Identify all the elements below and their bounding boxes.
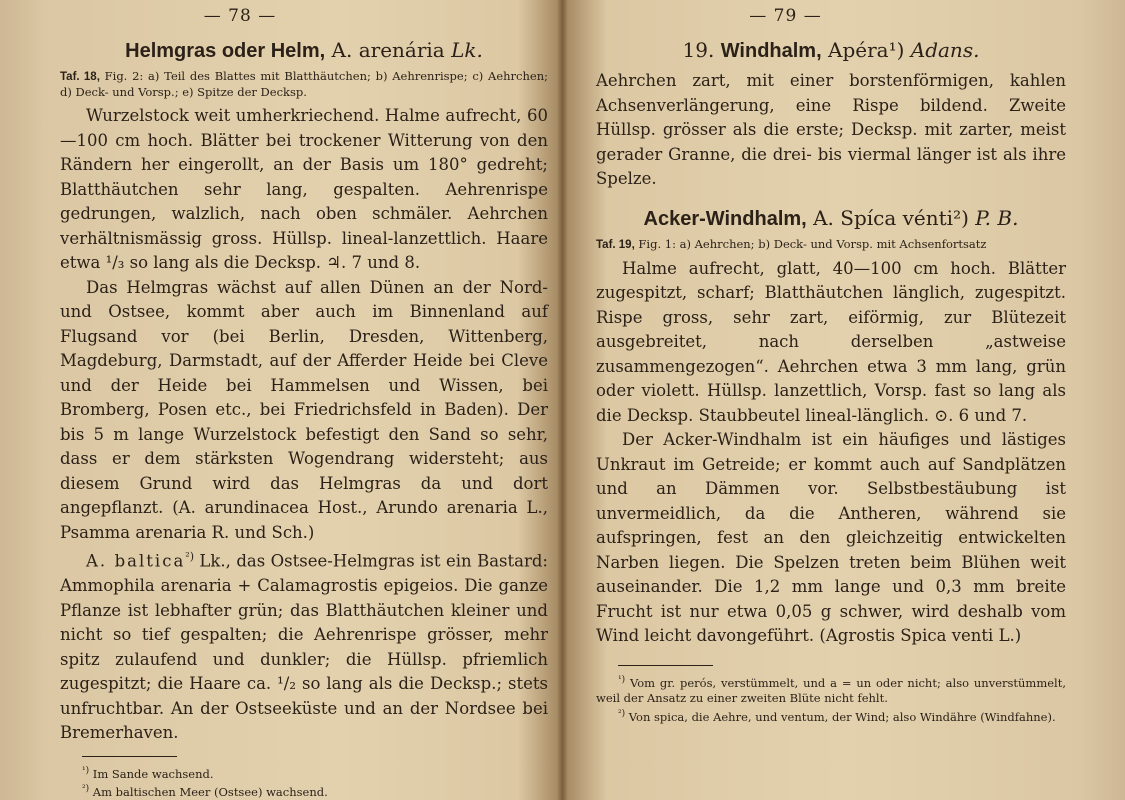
left-page bbox=[0, 0, 560, 800]
footnote-ref: ²) bbox=[185, 550, 194, 563]
footnote-mark: ¹) bbox=[618, 674, 626, 685]
habitat-paragraph: Der Acker-Windhalm ist ein häufiges und lästiges Unkraut im Getreide; er kommt auch auf Sandplätzen und an Dämmen vor. Selbstbestäubung ist unvermeidlich, da die Antheren, während sie aufspringen, fest an den gleichzeitig entwickelten Narben liegen. Die Spelzen treten beim Blühen weit auseinander. Die 1,2 mm lange und 0,3 mm breite Frucht ist nur etwa 0,05 g schwer, wird deshalb vom Wind leicht davongeführt. (Agrostis Spica venti L.) bbox=[596, 430, 1066, 645]
genus-number: 19. bbox=[682, 38, 721, 62]
right-text-column bbox=[596, 38, 1066, 725]
footnote-text: Vom gr. perós, verstümmelt, und a = un oder nicht; also unverstümmelt, weil der Ansatz zu einer zweiten Blüte nicht fehlt. bbox=[596, 675, 1066, 706]
habitat-paragraph: Das Helmgras wächst auf allen Dünen an der Nord- und Ostsee, kommt aber auch im Binnenland auf Flugsand vor (bei Berlin, Dresden, Wittenberg, Magdeburg, Darmstadt, auf der Afferder Heide bei Cleve und der Heide bei Hammelsen und Wissen, bei Bromberg, Posen etc., bei Friedrichsfeld in Baden). Der bis 5 m lange Wurzelstock befestigt den Sand so sehr, dass er dem stärksten Wogendrang widersteht; aus diesem Grund wird das Helmgras da und dort angepflanzt. (A. arundinacea Host., Arundo arenaria L., Psamma arenaria R. und Sch.) bbox=[60, 277, 548, 542]
heading-name: Acker-Windhalm, bbox=[643, 207, 807, 230]
description-paragraph: Halme aufrecht, glatt, 40—100 cm hoch. Blätter zugespitzt, scharf; Blatthäutchen länglich, zugespitzt. Rispe gross, sehr zart, eiförmig, zur Blütezeit ausgebreitet, nach derselben „astweise zusammengezogen“. Aehrchen etwa 3 mm lang, grün oder violett. Hüllsp. lanzettlich, Vorsp. fast so lang als die Decksp. Staubbeutel lineal-länglich. ⊙. 6 und 7. bbox=[596, 258, 1066, 425]
hybrid-name: A. baltica bbox=[86, 551, 186, 571]
footnote-mark: ²) bbox=[618, 709, 626, 720]
footnote-mark: ²) bbox=[82, 784, 90, 795]
footnote-mark: ¹) bbox=[82, 765, 90, 776]
genus-author: Adans. bbox=[910, 38, 980, 62]
left-text-column bbox=[60, 38, 548, 800]
hybrid-text: Lk., das Ostsee-Helmgras ist ein Bastard: Ammophila arenaria + Calamagrostis epigeios. Die ganze Pflanze ist lebhafter grün; das Blatthäutchen kleiner und nicht so tief gespalten; die Aehrenrispe grösser, mehr spitz zulaufend und dunkler; die Hüllsp. pfriemlich zugespitzt; die Haare ca. ¹/₂ so lang als die Decksp.; stets unfruchtbar. An der Ostseeküste und an der Nordsee bei Bremerhaven. bbox=[60, 551, 548, 742]
footnote-text: Im Sande wachsend. bbox=[89, 766, 214, 781]
genus-name: Windhalm, bbox=[720, 40, 822, 62]
caption-text: Fig. 2: a) Teil des Blattes mit Blatthäutchen; b) Aehrenrispe; c) Aehrchen; d) Deck- und Vorsp.; e) Spitze der Decksp. bbox=[60, 69, 548, 99]
heading-name: Helmgras oder Helm, bbox=[125, 40, 326, 62]
genus-latin: Apéra¹) bbox=[821, 38, 911, 62]
genus-description: Aehrchen zart, mit einer borstenförmigen, kahlen Achsenverlängerung, eine Rispe bildend. Zweite Hüllsp. grösser als die erste; Decksp. mit zarter, meist gerader Granne, die drei- bis viermal länger ist als ihre Spelze. bbox=[596, 71, 1066, 188]
caption-text: Fig. 1: a) Aehrchen; b) Deck- und Vorsp. mit Achsenfortsatz bbox=[634, 236, 987, 251]
page-number: — 79 — bbox=[749, 6, 822, 26]
right-page bbox=[566, 0, 1125, 800]
caption-plate: Taf. 18, bbox=[60, 71, 100, 83]
footnote-rule bbox=[618, 665, 713, 666]
heading-latin: A. Spíca vénti²) bbox=[806, 205, 976, 230]
caption-plate: Taf. 19, bbox=[596, 238, 635, 251]
heading-author: P. B. bbox=[975, 205, 1019, 230]
page-number: — 78 — bbox=[203, 6, 277, 26]
footnote bbox=[60, 781, 548, 800]
species-heading bbox=[596, 206, 1066, 231]
heading-latin: A. arenária bbox=[325, 38, 452, 62]
footnote bbox=[60, 763, 548, 782]
footnote bbox=[596, 706, 1066, 725]
description-paragraph: Wurzelstock weit umherkriechend. Halme aufrecht, 60—100 cm hoch. Blätter bei trockener Witterung von den Rändern her eingerollt, an der Basis um 180° gedreht; Blatthäutchen sehr lang, gespalten. Aehrenrispe gedrungen, walzlich, nach oben schmäler. Aehrchen verhältnismässig gross. Hüllsp. lineal-lanzettlich. Haare etwa ¹/₃ so lang als die Decksp. ♃. 7 und 8. bbox=[60, 106, 548, 272]
genus-heading bbox=[596, 38, 1066, 63]
footnote-text: Von spica, die Aehre, und ventum, der Wind; also Windähre (Windfahne). bbox=[625, 710, 1056, 725]
heading-author: Lk. bbox=[451, 38, 483, 62]
footnote-text: Am baltischen Meer (Ostsee) wachsend. bbox=[89, 785, 328, 800]
hybrid-paragraph bbox=[60, 545, 548, 746]
figure-caption bbox=[596, 237, 1066, 253]
footnote bbox=[596, 672, 1066, 707]
footnote-rule bbox=[82, 756, 177, 757]
species-heading bbox=[60, 38, 548, 63]
figure-caption bbox=[60, 69, 548, 100]
